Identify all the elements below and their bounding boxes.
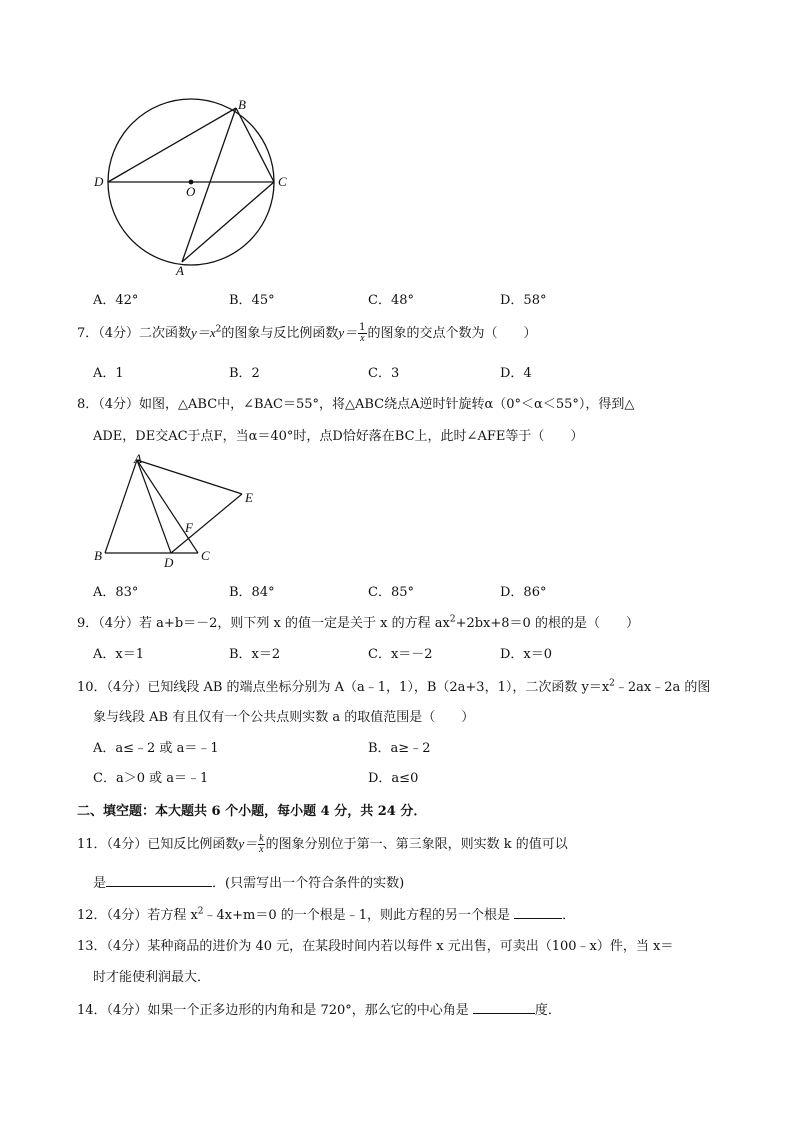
q10-stem-line1: 10．（4分）已知线段 AB 的端点坐标分别为 A（a﹣1，1），B（2a+3，1），二次函数 $y=x^2﹣2ax﹣2a$ 的图 <box>77 678 711 695</box>
q12-stem: 12．（4分）若方程 $x^2﹣4x+m=0$ 的一个根是﹣1，则此方程的另一个根是 ． <box>77 906 576 923</box>
q8-label-b: B <box>94 548 102 563</box>
q7-stem: 7．（4分）二次函数$y=x^2$的图象与反比例函数y＝ $\frac{1}{x}$ 的图象的交点个数为（ ） <box>77 322 537 344</box>
q11-stem-line1: 11．（4分）已知反比例函数y＝ $\frac{k}{x}$ 的图象分别位于第一、第三象限，则实数 k 的值可以 <box>77 833 568 855</box>
seg-ad <box>137 460 171 553</box>
seg-ab <box>105 460 137 553</box>
q10-stem-line2: 象与线段 AB 有且仅有一个公共点则实数 a 的取值范围是（ ） <box>93 710 475 725</box>
q8-option-d[interactable]: D．86° <box>500 585 547 600</box>
seg-ac <box>137 460 198 553</box>
q9-option-b[interactable]: B．x＝2 <box>229 647 281 662</box>
q13-stem-line1: 13．（4分）某种商品的进价为 40 元，在某段时间内若以每件 x 元出售，可卖出（100﹣x）件，当 x＝ <box>77 939 674 954</box>
q8-label-d: D <box>164 555 174 570</box>
q7-option-b[interactable]: B．2 <box>229 366 260 381</box>
q10-option-c[interactable]: C．a＞0 或 a＝﹣1 <box>93 771 209 786</box>
q8-stem-line1: 8．（4分）如图，△ABC中，∠BAC＝55°，将△ABC绕点A逆时针旋转α（0°＜α＜55°），得到△ <box>77 397 635 412</box>
q6-option-d[interactable]: D．58° <box>500 293 547 308</box>
q11-answer-blank[interactable] <box>106 874 212 887</box>
q9-option-a[interactable]: A．x＝1 <box>93 647 144 662</box>
q8-label-e: E <box>245 490 253 505</box>
q8-option-b[interactable]: B．84° <box>229 585 275 600</box>
q6-label-b: B <box>238 97 246 112</box>
seg-ae <box>137 460 242 494</box>
q6-option-a[interactable]: A．42° <box>93 293 139 308</box>
q7-option-a[interactable]: A．1 <box>93 366 124 381</box>
q10-option-d[interactable]: D．a≤0 <box>368 771 419 786</box>
q6-label-d: D <box>94 174 104 189</box>
q8-label-c: C <box>201 548 210 563</box>
q8-triangle-figure <box>95 450 265 570</box>
chord-db <box>108 108 236 182</box>
chord-bc <box>236 108 274 182</box>
q6-label-a: A <box>176 263 184 278</box>
q14-answer-blank[interactable] <box>473 1001 535 1014</box>
section-heading-fill-in: 二、填空题：本大题共 6 个小题，每小题 4 分，共 24 分． <box>77 804 427 819</box>
q8-option-a[interactable]: A．83° <box>93 585 139 600</box>
q11-fraction: $\frac{k}{x}$ <box>259 833 264 855</box>
q6-option-c[interactable]: C．48° <box>368 293 414 308</box>
q9-option-d[interactable]: D．x＝0 <box>500 647 553 662</box>
q12-answer-blank[interactable] <box>514 906 562 919</box>
q9-option-c[interactable]: C．x＝－2 <box>368 647 433 662</box>
q11-stem-line2: 是 ．(只需写出一个符合条件的实数) <box>93 876 405 891</box>
q7-option-c[interactable]: C．3 <box>368 366 400 381</box>
q8-label-a: A <box>134 451 142 466</box>
q10-option-a[interactable]: A．a≤﹣2 或 a＝﹣1 <box>93 741 219 756</box>
q10-option-b[interactable]: B．a≥﹣2 <box>368 741 431 756</box>
q13-stem-line2: 时才能使利润最大． <box>93 970 211 985</box>
q7-fraction: $\frac{1}{x}$ <box>359 322 366 344</box>
q6-label-o: O <box>186 184 196 199</box>
q6-label-c: C <box>278 174 287 189</box>
q6-option-b[interactable]: B．45° <box>229 293 275 308</box>
q8-option-c[interactable]: C．85° <box>368 585 414 600</box>
seg-de <box>171 494 242 553</box>
q8-stem-line2: ADE，DE交AC于点F，当α＝40°时，点D恰好落在BC上，此时∠AFE等于（ ） <box>93 429 584 444</box>
q8-label-f: F <box>185 520 193 535</box>
q9-stem: 9．（4分）若 a+b＝－2，则下列 x 的值一定是关于 x 的方程 $ax^2+2bx+8=0$ 的根的是（ ） <box>77 614 639 631</box>
q14-stem: 14．（4分）如果一个正多边形的内角和是 720°，那么它的中心角是 度． <box>77 1003 561 1018</box>
q7-option-d[interactable]: D．4 <box>500 366 532 381</box>
